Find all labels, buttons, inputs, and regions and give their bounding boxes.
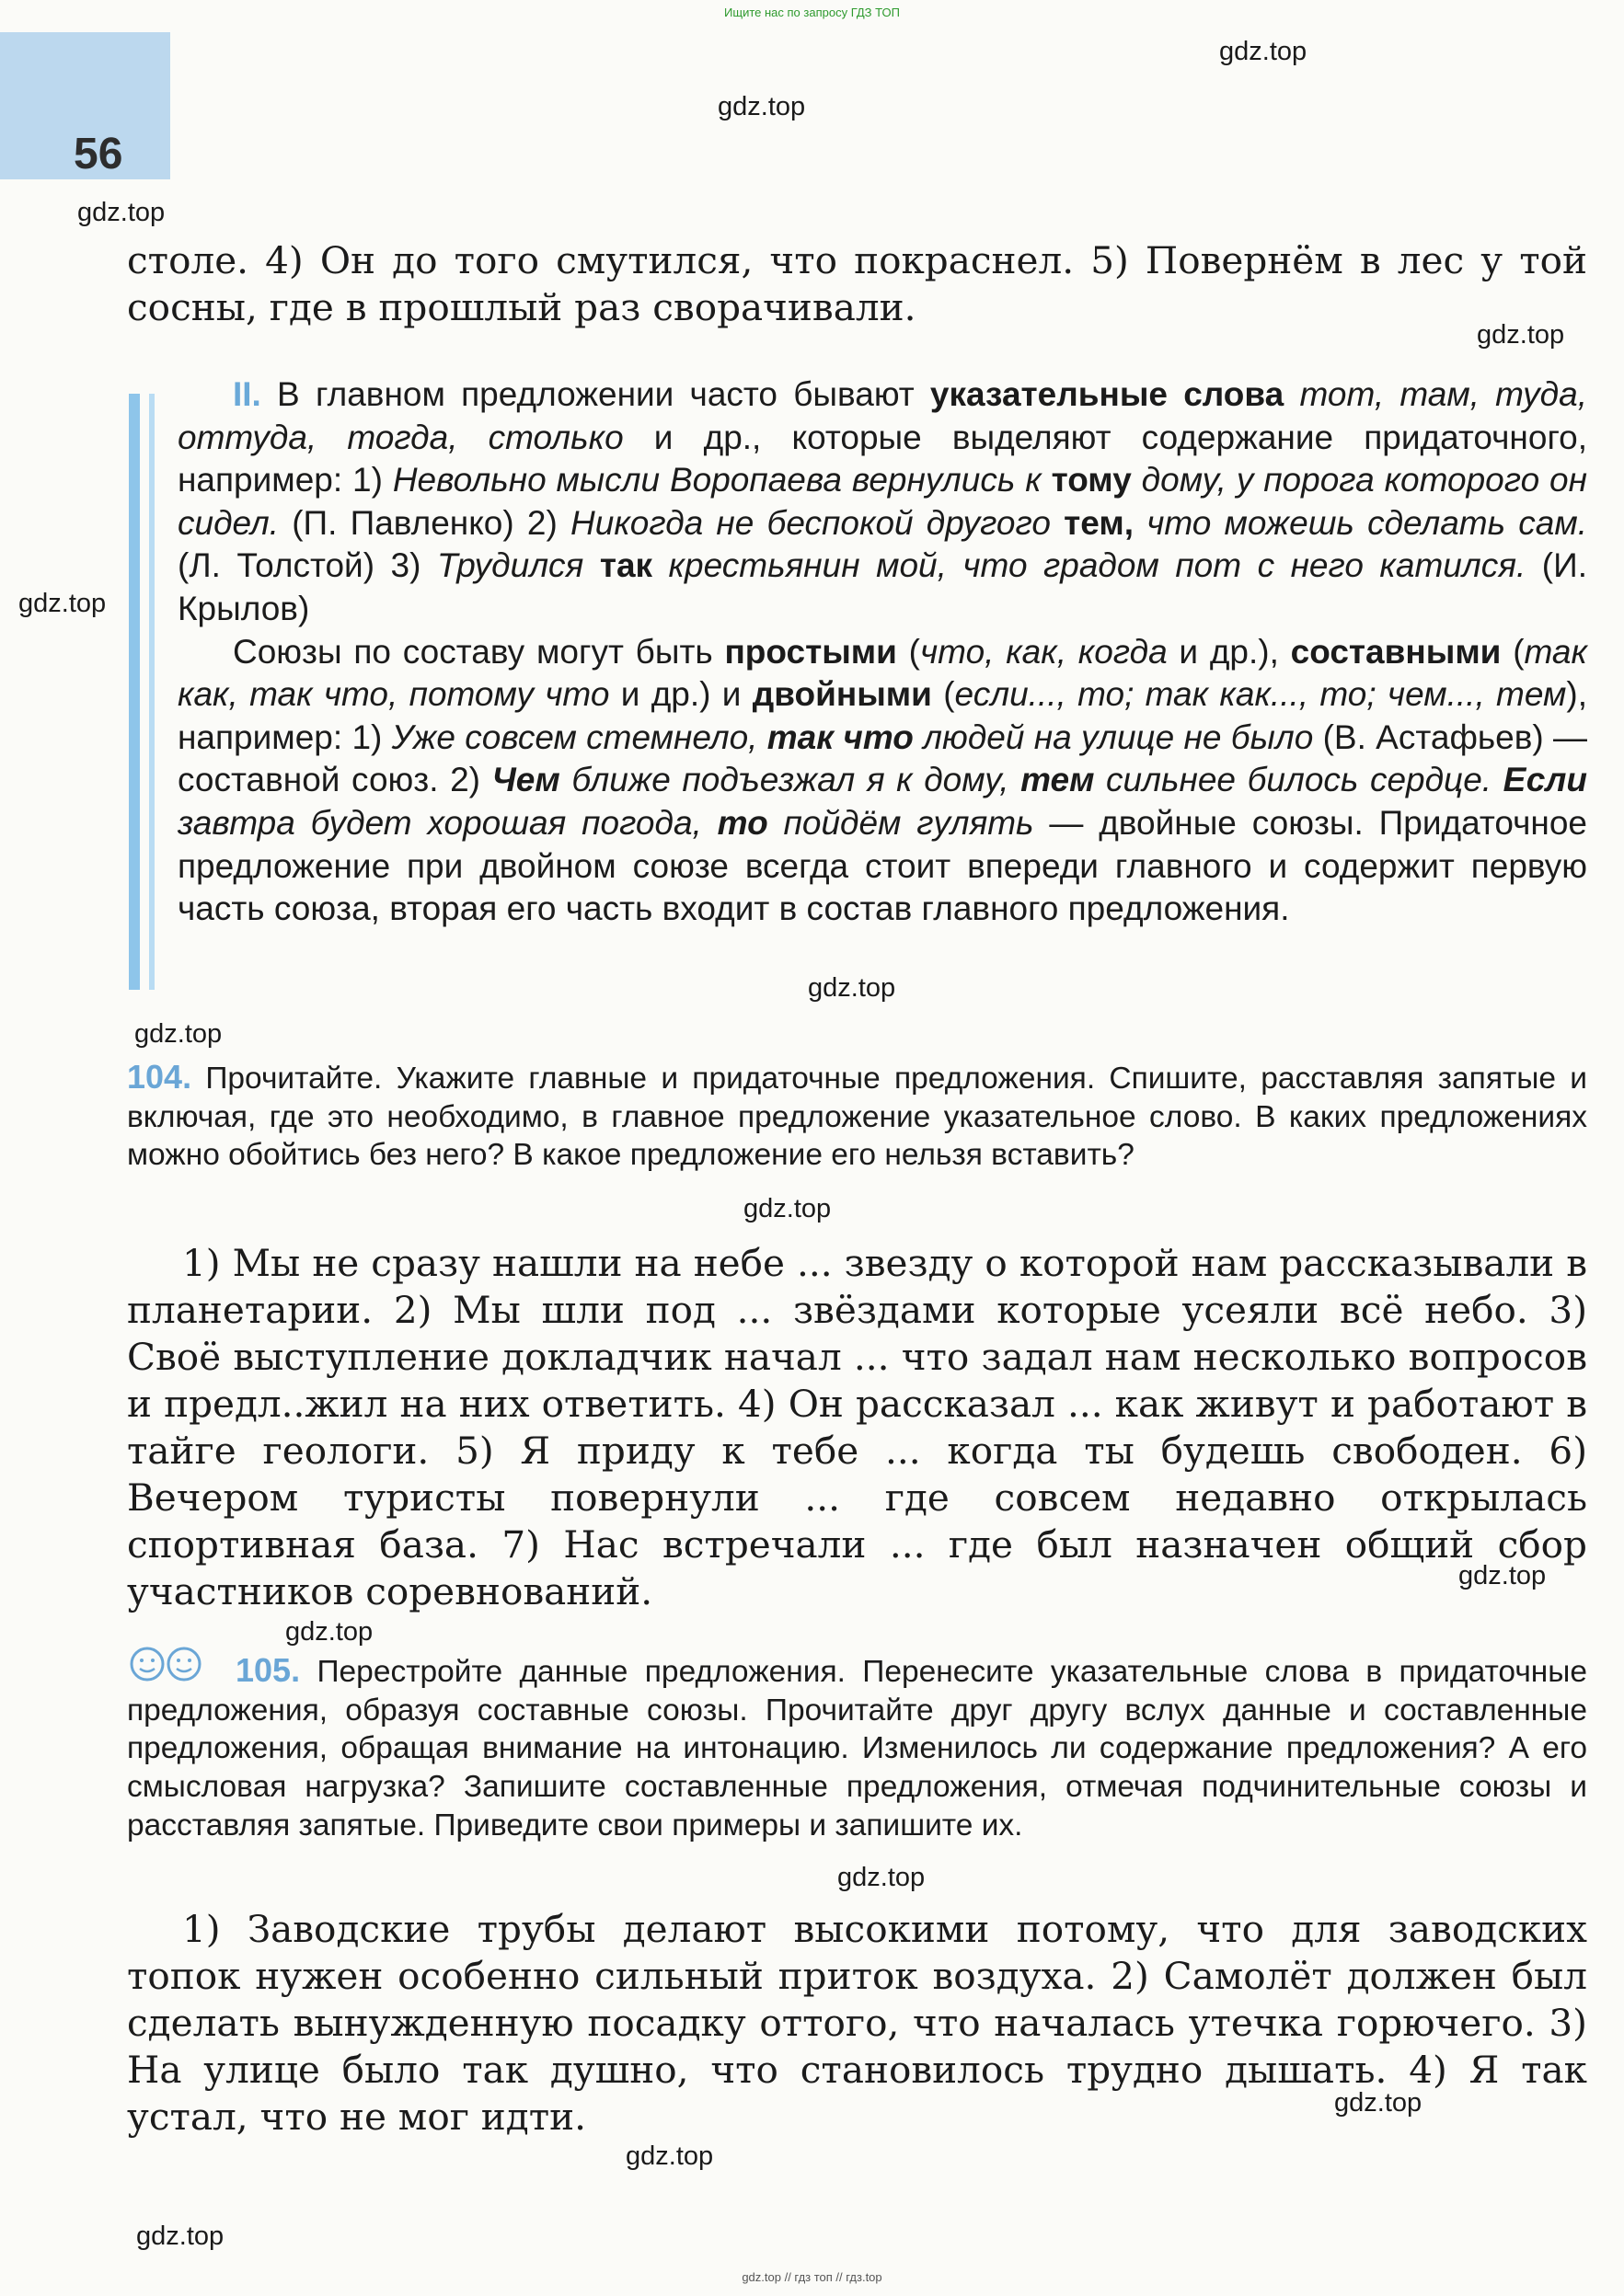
roman-numeral: II. (233, 375, 261, 413)
watermark: gdz.top (808, 973, 896, 1003)
task-105-text: 1) Заводские трубы делают высокими потому, что для заводских топок нужен особенно сильный приток воздуха. 2) Самолёт должен был сделать вынужденную посадку оттого, что началась утечка горючего. 3) На улице было так душно, что становилось трудно дышать. 4) Я так устал, что не мог идти. (127, 1907, 1587, 2139)
watermark: gdz.top (136, 2221, 225, 2251)
term-double: двойными (752, 675, 932, 714)
watermark: gdz.top (134, 1019, 223, 1049)
task-104-instruction: 104. Прочитайте. Укажите главные и придаточные предложения. Спишите, расставляя запятые и включая, где это необходимо, в главное предложение указательное слово. В каких предложениях можно обойтись без него? В какое предложение его нельзя вставить? (127, 1058, 1587, 1173)
theory-block (178, 373, 1587, 931)
watermark: gdz.top (1458, 1561, 1547, 1590)
term-indicative-words: указательные слова (929, 375, 1284, 413)
watermark: gdz.top (18, 589, 107, 618)
theory-bar (129, 394, 140, 990)
theory-paragraph-1: II. В главном предложении часто бывают указательные слова тот, там, туда, оттуда, тогда, столько и др., которые выделяют содержание придаточного, например: 1) Невольно мысли Воропаева вернулись к тому дому, у порога которого он сидел. (П. Павленко) 2) Никогда не беспокой другого тем, что можешь сделать сам. (Л. Толстой) 3) Трудился так крестьянин мой, что градом пот с него катился. (И. Крылов) (178, 375, 1588, 627)
watermark: gdz.top (1334, 2088, 1422, 2118)
watermark: gdz.top (718, 92, 806, 121)
watermark: gdz.top (1219, 37, 1307, 66)
watermark: gdz.top (626, 2141, 714, 2171)
watermark: gdz.top (837, 1863, 926, 1892)
watermark: gdz.top (285, 1617, 374, 1647)
top-note: Ищите нас по запросу ГДЗ ТОП (724, 6, 900, 19)
theory-paragraph-2: Союзы по составу могут быть простыми (что, как, когда и др.), составными (так как, так что, потому что и др.) и двойными (если..., то; так как..., то; чем..., тем), например: 1) Уже совсем стемнело, так что людей на улице не было (В. Астафьев) — составной союз. 2) Чем ближе подъезжал я к дому, тем сильнее билось сердце. Если завтра будет хорошая погода, то пойдём гулять — двойные союзы. Придаточное предложение при двойном союзе всегда стоит впереди главного и содержит первую часть союза, вторая его часть входит в состав главного предложения. (178, 632, 1588, 928)
term-compound: составными (1290, 632, 1502, 671)
task-105-instruction: 105. Перестройте данные предложения. Перенесите указательные слова в придаточные предложения, образуя составные союзы. Прочитайте друг другу вслух данные и составленные предложения, обращая внимание на интонацию. Изменилось ли содержание предложения? А его смысловая нагрузка? Запишите составленные предложения, отмечая подчинительные союзы и расставляя запятые. Приведите свои примеры и запишите их. (127, 1651, 1587, 1843)
bottom-note: gdz.top // гдз топ // гдз.top (742, 2270, 882, 2284)
continuation-text: столе. 4) Он до того смутился, что покраснел. 5) Повернём в лес у той сосны, где в прошлый раз сворачивали. (127, 238, 1587, 329)
term-simple: простыми (724, 632, 897, 671)
watermark: gdz.top (743, 1194, 832, 1223)
task-104-number: 104. (127, 1058, 192, 1096)
watermark: gdz.top (1477, 320, 1565, 350)
watermark: gdz.top (77, 198, 166, 227)
page-number: 56 (74, 130, 123, 178)
task-104-text: 1) Мы не сразу нашли на небе ... звезду о которой нам рассказывали в планетарии. 2) Мы шли под ... звёздами которые усеяли всё небо. 3) Своё выступление докладчик начал ... что задал нам несколько вопросов и предл..жил на них ответить. 4) Он рассказал ... как живут и работают в тайге геологи. 5) Я приду к тебе ... когда ты будешь свободен. 6) Вечером туристы повернули ... где совсем недавно открылась спортивная база. 7) Нас встречали ... где был назначен общий сбор участников соревнований. (127, 1241, 1587, 1613)
theory-bar-light (149, 394, 155, 990)
task-105-number: 105. (236, 1651, 301, 1689)
